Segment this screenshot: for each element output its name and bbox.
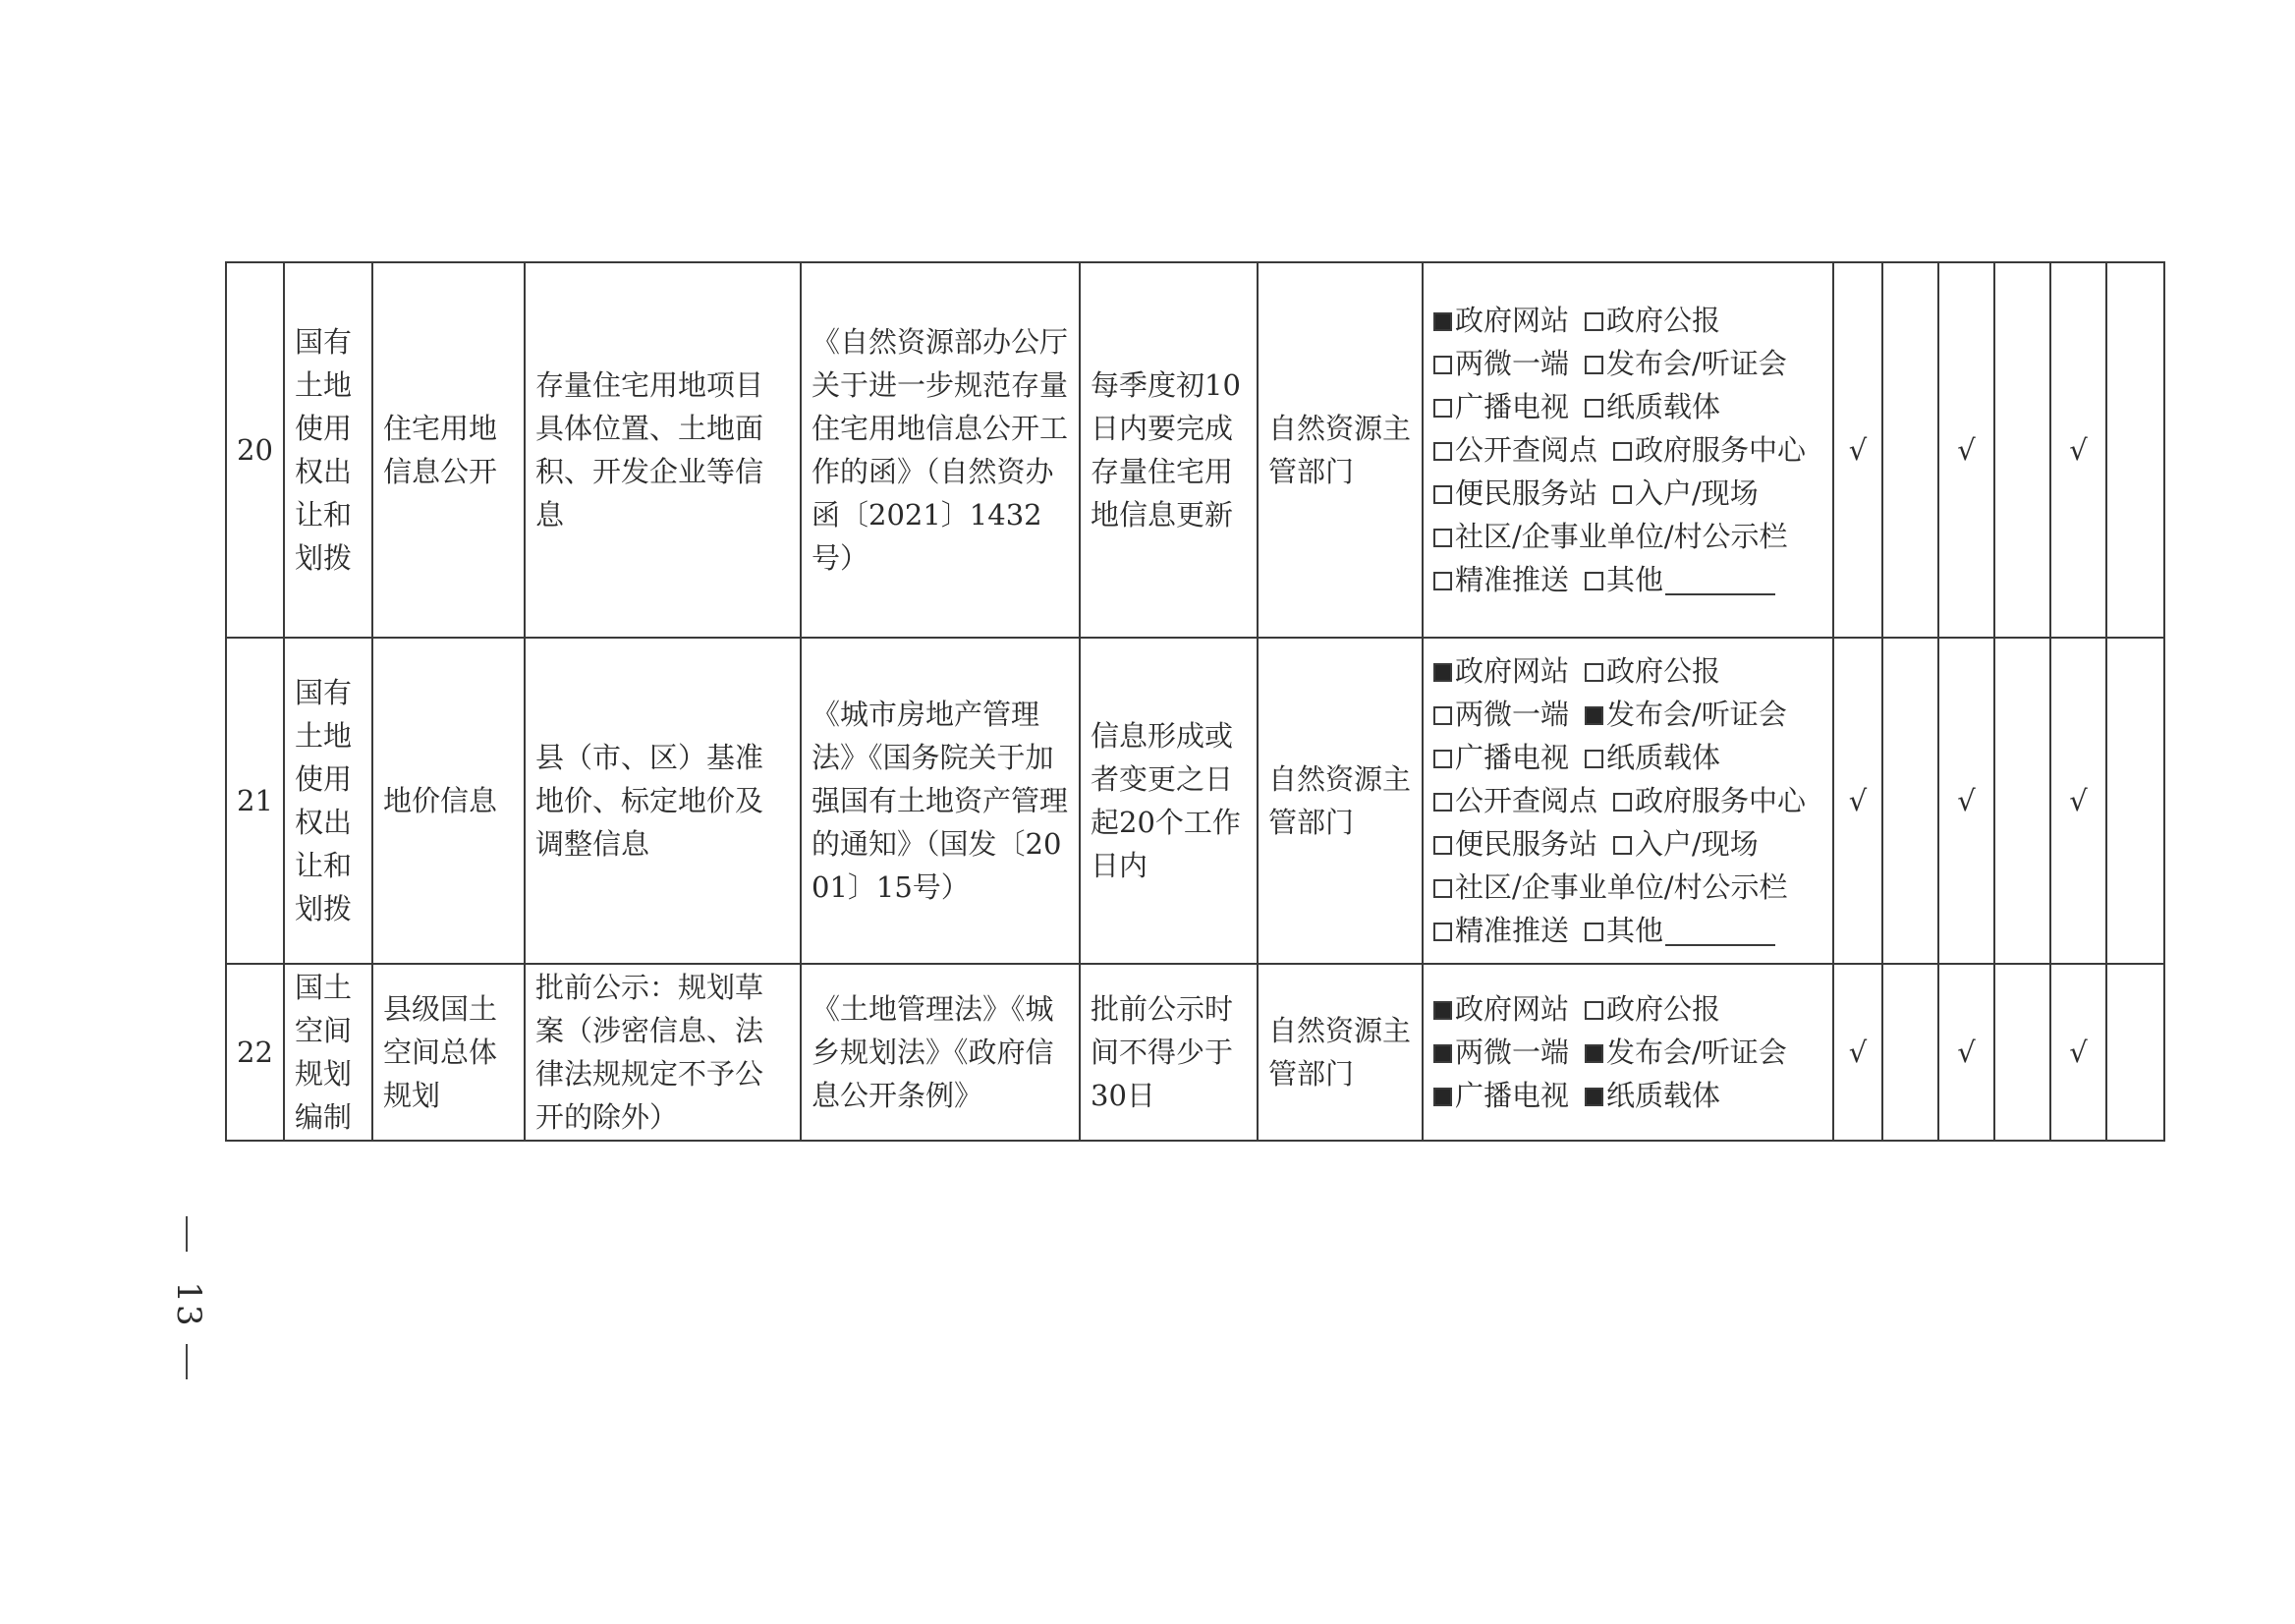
unchecked-box-icon	[1585, 399, 1603, 418]
channel-line	[1433, 736, 1822, 779]
checked-box-icon	[1433, 1044, 1452, 1063]
channel-label: 政府服务中心	[1635, 433, 1807, 467]
channel-line	[1433, 515, 1822, 558]
channel-line	[1433, 909, 1822, 952]
check-mark-cell	[1994, 638, 2050, 964]
category-cell: 国土空间规划编制	[284, 964, 372, 1141]
unchecked-box-icon	[1433, 485, 1452, 504]
table-row	[226, 964, 2164, 1141]
checked-box-icon	[1433, 1088, 1452, 1106]
check-mark-cell: √	[2050, 262, 2106, 638]
department-cell: 自然资源主管部门	[1258, 262, 1423, 638]
channel-line	[1433, 866, 1822, 909]
unchecked-box-icon	[1433, 836, 1452, 855]
checked-box-icon	[1433, 663, 1452, 682]
channel-label: 政府公报	[1606, 654, 1721, 688]
channel-label: 广播电视	[1455, 390, 1570, 423]
channel-line	[1433, 649, 1822, 693]
unchecked-box-icon	[1433, 572, 1452, 590]
check-mark-cell: √	[2050, 638, 2106, 964]
channel-line	[1433, 1031, 1822, 1074]
table-row	[226, 638, 2164, 964]
unchecked-box-icon	[1613, 836, 1632, 855]
check-mark-cell: √	[2050, 964, 2106, 1141]
check-mark-cell	[1882, 964, 1938, 1141]
basis-cell: 《城市房地产管理法》《国务院关于加强国有土地资产管理的通知》（国发〔2001〕15号）	[801, 638, 1080, 964]
channel-line	[1433, 472, 1822, 515]
channels-cell	[1423, 638, 1833, 964]
item-cell: 住宅用地信息公开	[372, 262, 525, 638]
fill-in-blank	[1665, 593, 1775, 595]
check-mark-cell	[1882, 638, 1938, 964]
page-number-dash	[186, 1216, 188, 1252]
unchecked-box-icon	[1585, 572, 1603, 590]
page-number-dash	[186, 1344, 188, 1379]
check-mark-cell	[1994, 964, 2050, 1141]
channel-line	[1433, 822, 1822, 866]
check-mark-cell: √	[1833, 638, 1882, 964]
channel-label: 两微一端	[1455, 1036, 1570, 1069]
check-mark-cell	[2106, 964, 2164, 1141]
channel-label: 纸质载体	[1606, 741, 1721, 774]
unchecked-box-icon	[1585, 923, 1603, 941]
channels-cell	[1423, 262, 1833, 638]
content-cell: 批前公示：规划草案（涉密信息、法律法规规定不予公开的除外）	[525, 964, 801, 1141]
table-row	[226, 262, 2164, 638]
unchecked-box-icon	[1585, 663, 1603, 682]
channel-line	[1433, 342, 1822, 385]
category-cell: 国有土地使用权出让和划拨	[284, 262, 372, 638]
checked-box-icon	[1585, 1088, 1603, 1106]
unchecked-box-icon	[1433, 529, 1452, 547]
unchecked-box-icon	[1433, 879, 1452, 898]
channel-label: 政府公报	[1606, 304, 1721, 337]
check-mark-cell	[2106, 262, 2164, 638]
unchecked-box-icon	[1585, 356, 1603, 374]
channel-label: 精准推送	[1455, 914, 1570, 947]
channel-line	[1433, 428, 1822, 472]
channel-label: 两微一端	[1455, 698, 1570, 731]
basis-cell: 《土地管理法》《城乡规划法》《政府信息公开条例》	[801, 964, 1080, 1141]
page-number	[169, 1216, 208, 1383]
channel-label: 社区/企事业单位/村公示栏	[1455, 520, 1788, 553]
channel-line	[1433, 987, 1822, 1031]
table-body	[226, 262, 2164, 1141]
department-cell: 自然资源主管部门	[1258, 638, 1423, 964]
unchecked-box-icon	[1433, 356, 1452, 374]
checked-box-icon	[1585, 1044, 1603, 1063]
channel-label: 广播电视	[1455, 1079, 1570, 1112]
unchecked-box-icon	[1585, 312, 1603, 331]
channel-line	[1433, 299, 1822, 342]
unchecked-box-icon	[1585, 750, 1603, 768]
channel-label: 纸质载体	[1606, 390, 1721, 423]
channel-label: 其他	[1606, 914, 1664, 947]
deadline-cell: 批前公示时间不得少于30日	[1080, 964, 1258, 1141]
check-mark-cell	[1994, 262, 2050, 638]
checked-box-icon	[1585, 706, 1603, 725]
channel-label: 入户/现场	[1635, 476, 1759, 510]
unchecked-box-icon	[1433, 750, 1452, 768]
unchecked-box-icon	[1433, 442, 1452, 461]
channel-label: 政府服务中心	[1635, 784, 1807, 817]
channel-label: 发布会/听证会	[1606, 698, 1787, 731]
channel-label: 政府网站	[1455, 992, 1570, 1026]
item-cell: 县级国土空间总体规划	[372, 964, 525, 1141]
check-mark-cell	[2106, 638, 2164, 964]
unchecked-box-icon	[1585, 1001, 1603, 1020]
channel-line	[1433, 385, 1822, 428]
channel-label: 政府网站	[1455, 304, 1570, 337]
channel-line	[1433, 693, 1822, 736]
channel-label: 公开查阅点	[1455, 433, 1598, 467]
department-cell: 自然资源主管部门	[1258, 964, 1423, 1141]
channel-label: 广播电视	[1455, 741, 1570, 774]
unchecked-box-icon	[1433, 706, 1452, 725]
row-number: 21	[226, 638, 284, 964]
unchecked-box-icon	[1433, 923, 1452, 941]
content-cell: 存量住宅用地项目具体位置、土地面积、开发企业等信息	[525, 262, 801, 638]
fill-in-blank	[1665, 944, 1775, 946]
channel-label: 精准推送	[1455, 563, 1570, 596]
deadline-cell: 每季度初10日内要完成存量住宅用地信息更新	[1080, 262, 1258, 638]
channel-label: 两微一端	[1455, 347, 1570, 380]
channel-label: 其他	[1606, 563, 1664, 596]
item-cell: 地价信息	[372, 638, 525, 964]
row-number: 20	[226, 262, 284, 638]
unchecked-box-icon	[1613, 485, 1632, 504]
check-mark-cell	[1882, 262, 1938, 638]
unchecked-box-icon	[1613, 442, 1632, 461]
checked-box-icon	[1433, 312, 1452, 331]
unchecked-box-icon	[1433, 399, 1452, 418]
channel-label: 入户/现场	[1635, 827, 1759, 861]
check-mark-cell: √	[1833, 964, 1882, 1141]
row-number: 22	[226, 964, 284, 1141]
channel-label: 便民服务站	[1455, 827, 1598, 861]
unchecked-box-icon	[1433, 793, 1452, 812]
check-mark-cell: √	[1938, 262, 1994, 638]
channel-label: 发布会/听证会	[1606, 1036, 1787, 1069]
channel-label: 便民服务站	[1455, 476, 1598, 510]
channel-line	[1433, 779, 1822, 822]
channel-label: 政府公报	[1606, 992, 1721, 1026]
deadline-cell: 信息形成或者变更之日起20个工作日内	[1080, 638, 1258, 964]
check-mark-cell: √	[1833, 262, 1882, 638]
page-number-text: 13	[169, 1281, 208, 1328]
checked-box-icon	[1433, 1001, 1452, 1020]
disclosure-table	[225, 261, 2165, 1142]
channel-label: 公开查阅点	[1455, 784, 1598, 817]
channel-line	[1433, 558, 1822, 601]
check-mark-cell: √	[1938, 964, 1994, 1141]
channel-line	[1433, 1074, 1822, 1117]
basis-cell: 《自然资源部办公厅关于进一步规范存量住宅用地信息公开工作的函》（自然资办函〔2021〕1432号）	[801, 262, 1080, 638]
channel-label: 纸质载体	[1606, 1079, 1721, 1112]
content-cell: 县（市、区）基准地价、标定地价及调整信息	[525, 638, 801, 964]
category-cell: 国有土地使用权出让和划拨	[284, 638, 372, 964]
channels-cell	[1423, 964, 1833, 1141]
channel-label: 政府网站	[1455, 654, 1570, 688]
unchecked-box-icon	[1613, 793, 1632, 812]
channel-label: 发布会/听证会	[1606, 347, 1787, 380]
check-mark-cell: √	[1938, 638, 1994, 964]
channel-label: 社区/企事业单位/村公示栏	[1455, 870, 1788, 904]
